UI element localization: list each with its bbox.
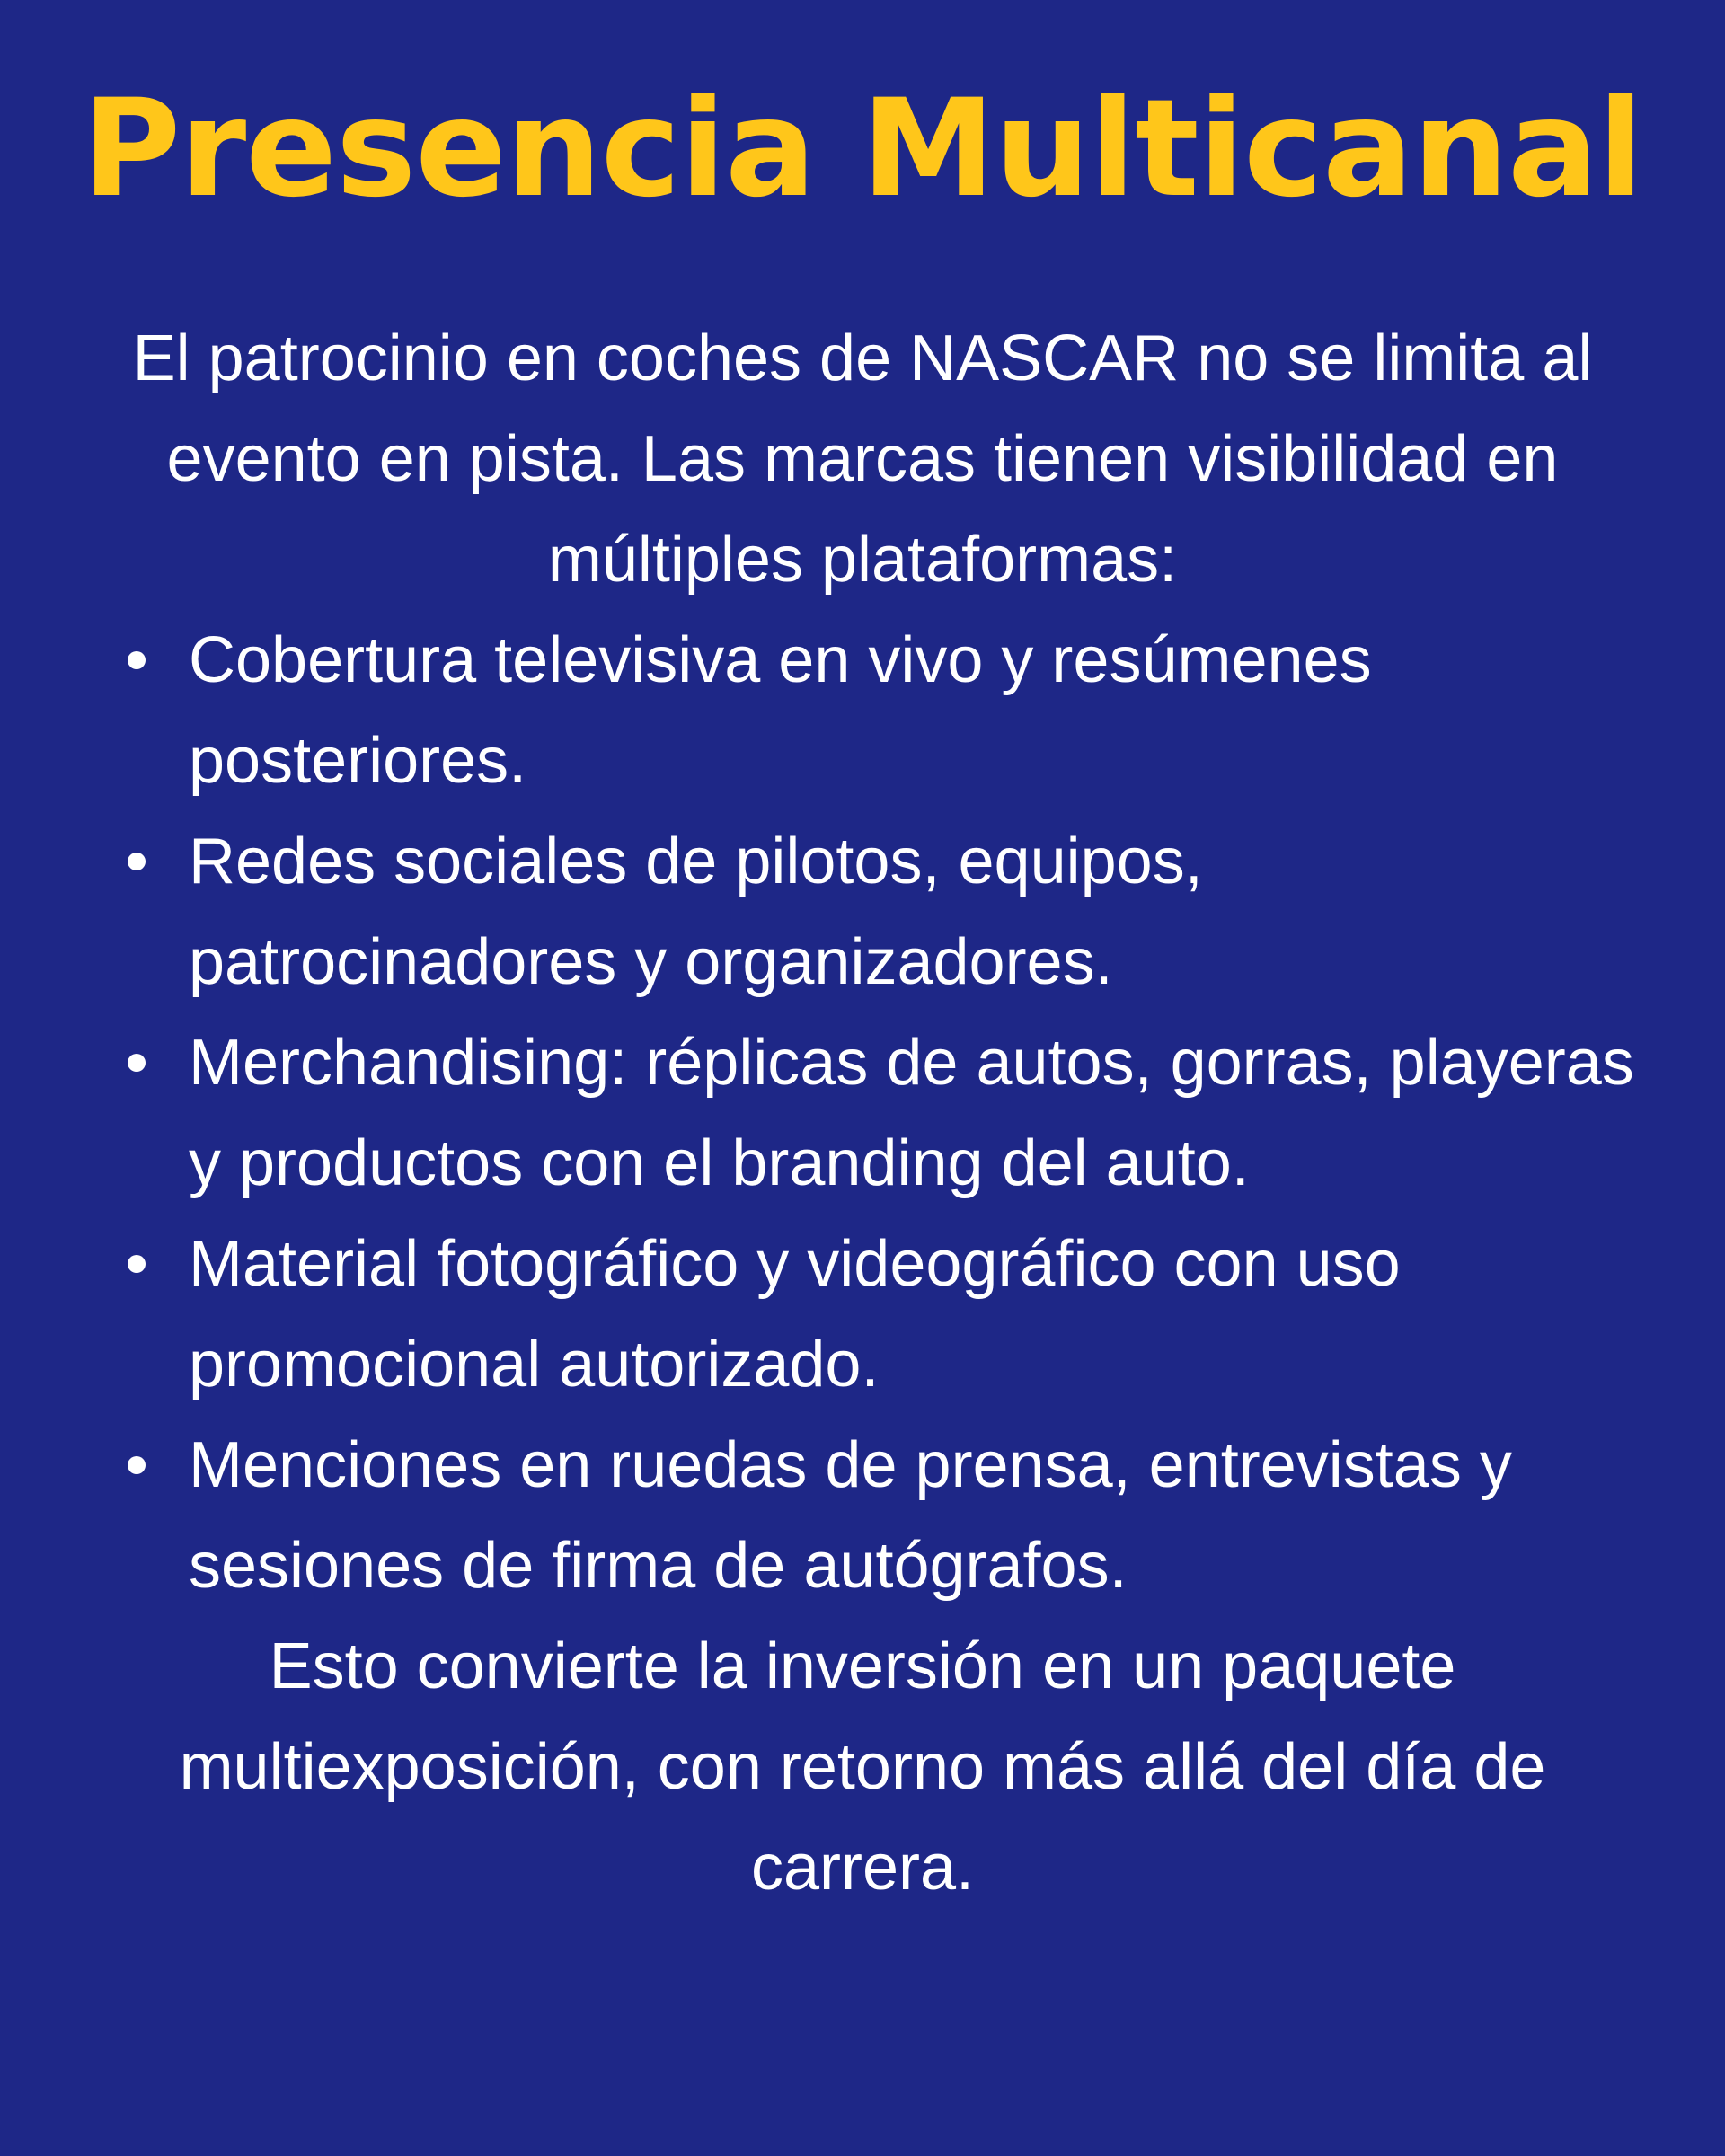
list-item: [81, 1415, 1644, 1616]
bullet-icon: [128, 1054, 146, 1072]
list-item: [81, 610, 1644, 811]
feature-list: [81, 610, 1644, 1616]
list-item: [81, 1214, 1644, 1415]
list-item-text: Cobertura televisiva en vivo y resúmenes posteriores.: [189, 623, 1372, 797]
bullet-icon: [128, 651, 146, 669]
list-item-text: Merchandising: réplicas de autos, gorras, playeras y productos con el branding del auto.: [189, 1026, 1634, 1199]
closing-paragraph: Esto convierte la inversión en un paquete multiexposición, con retorno más allá del día de carrera.: [179, 1630, 1546, 1904]
list-item: [81, 811, 1644, 1012]
bullet-icon: [128, 1255, 146, 1273]
list-item-text: Material fotográfico y videográfico con uso promocional autorizado.: [189, 1227, 1401, 1401]
list-item: [81, 1012, 1644, 1214]
bullet-icon: [128, 853, 146, 870]
bullet-icon: [128, 1456, 146, 1474]
page-title: Presencia Multicanal: [82, 71, 1643, 227]
list-item-text: Redes sociales de pilotos, equipos, patrocinadores y organizadores.: [189, 825, 1203, 998]
list-item-text: Menciones en ruedas de prensa, entrevistas y sesiones de firma de autógrafos.: [189, 1428, 1512, 1602]
intro-paragraph: El patrocinio en coches de NASCAR no se limita al evento en pista. Las marcas tienen visibilidad en múltiples plataformas:: [132, 322, 1593, 596]
